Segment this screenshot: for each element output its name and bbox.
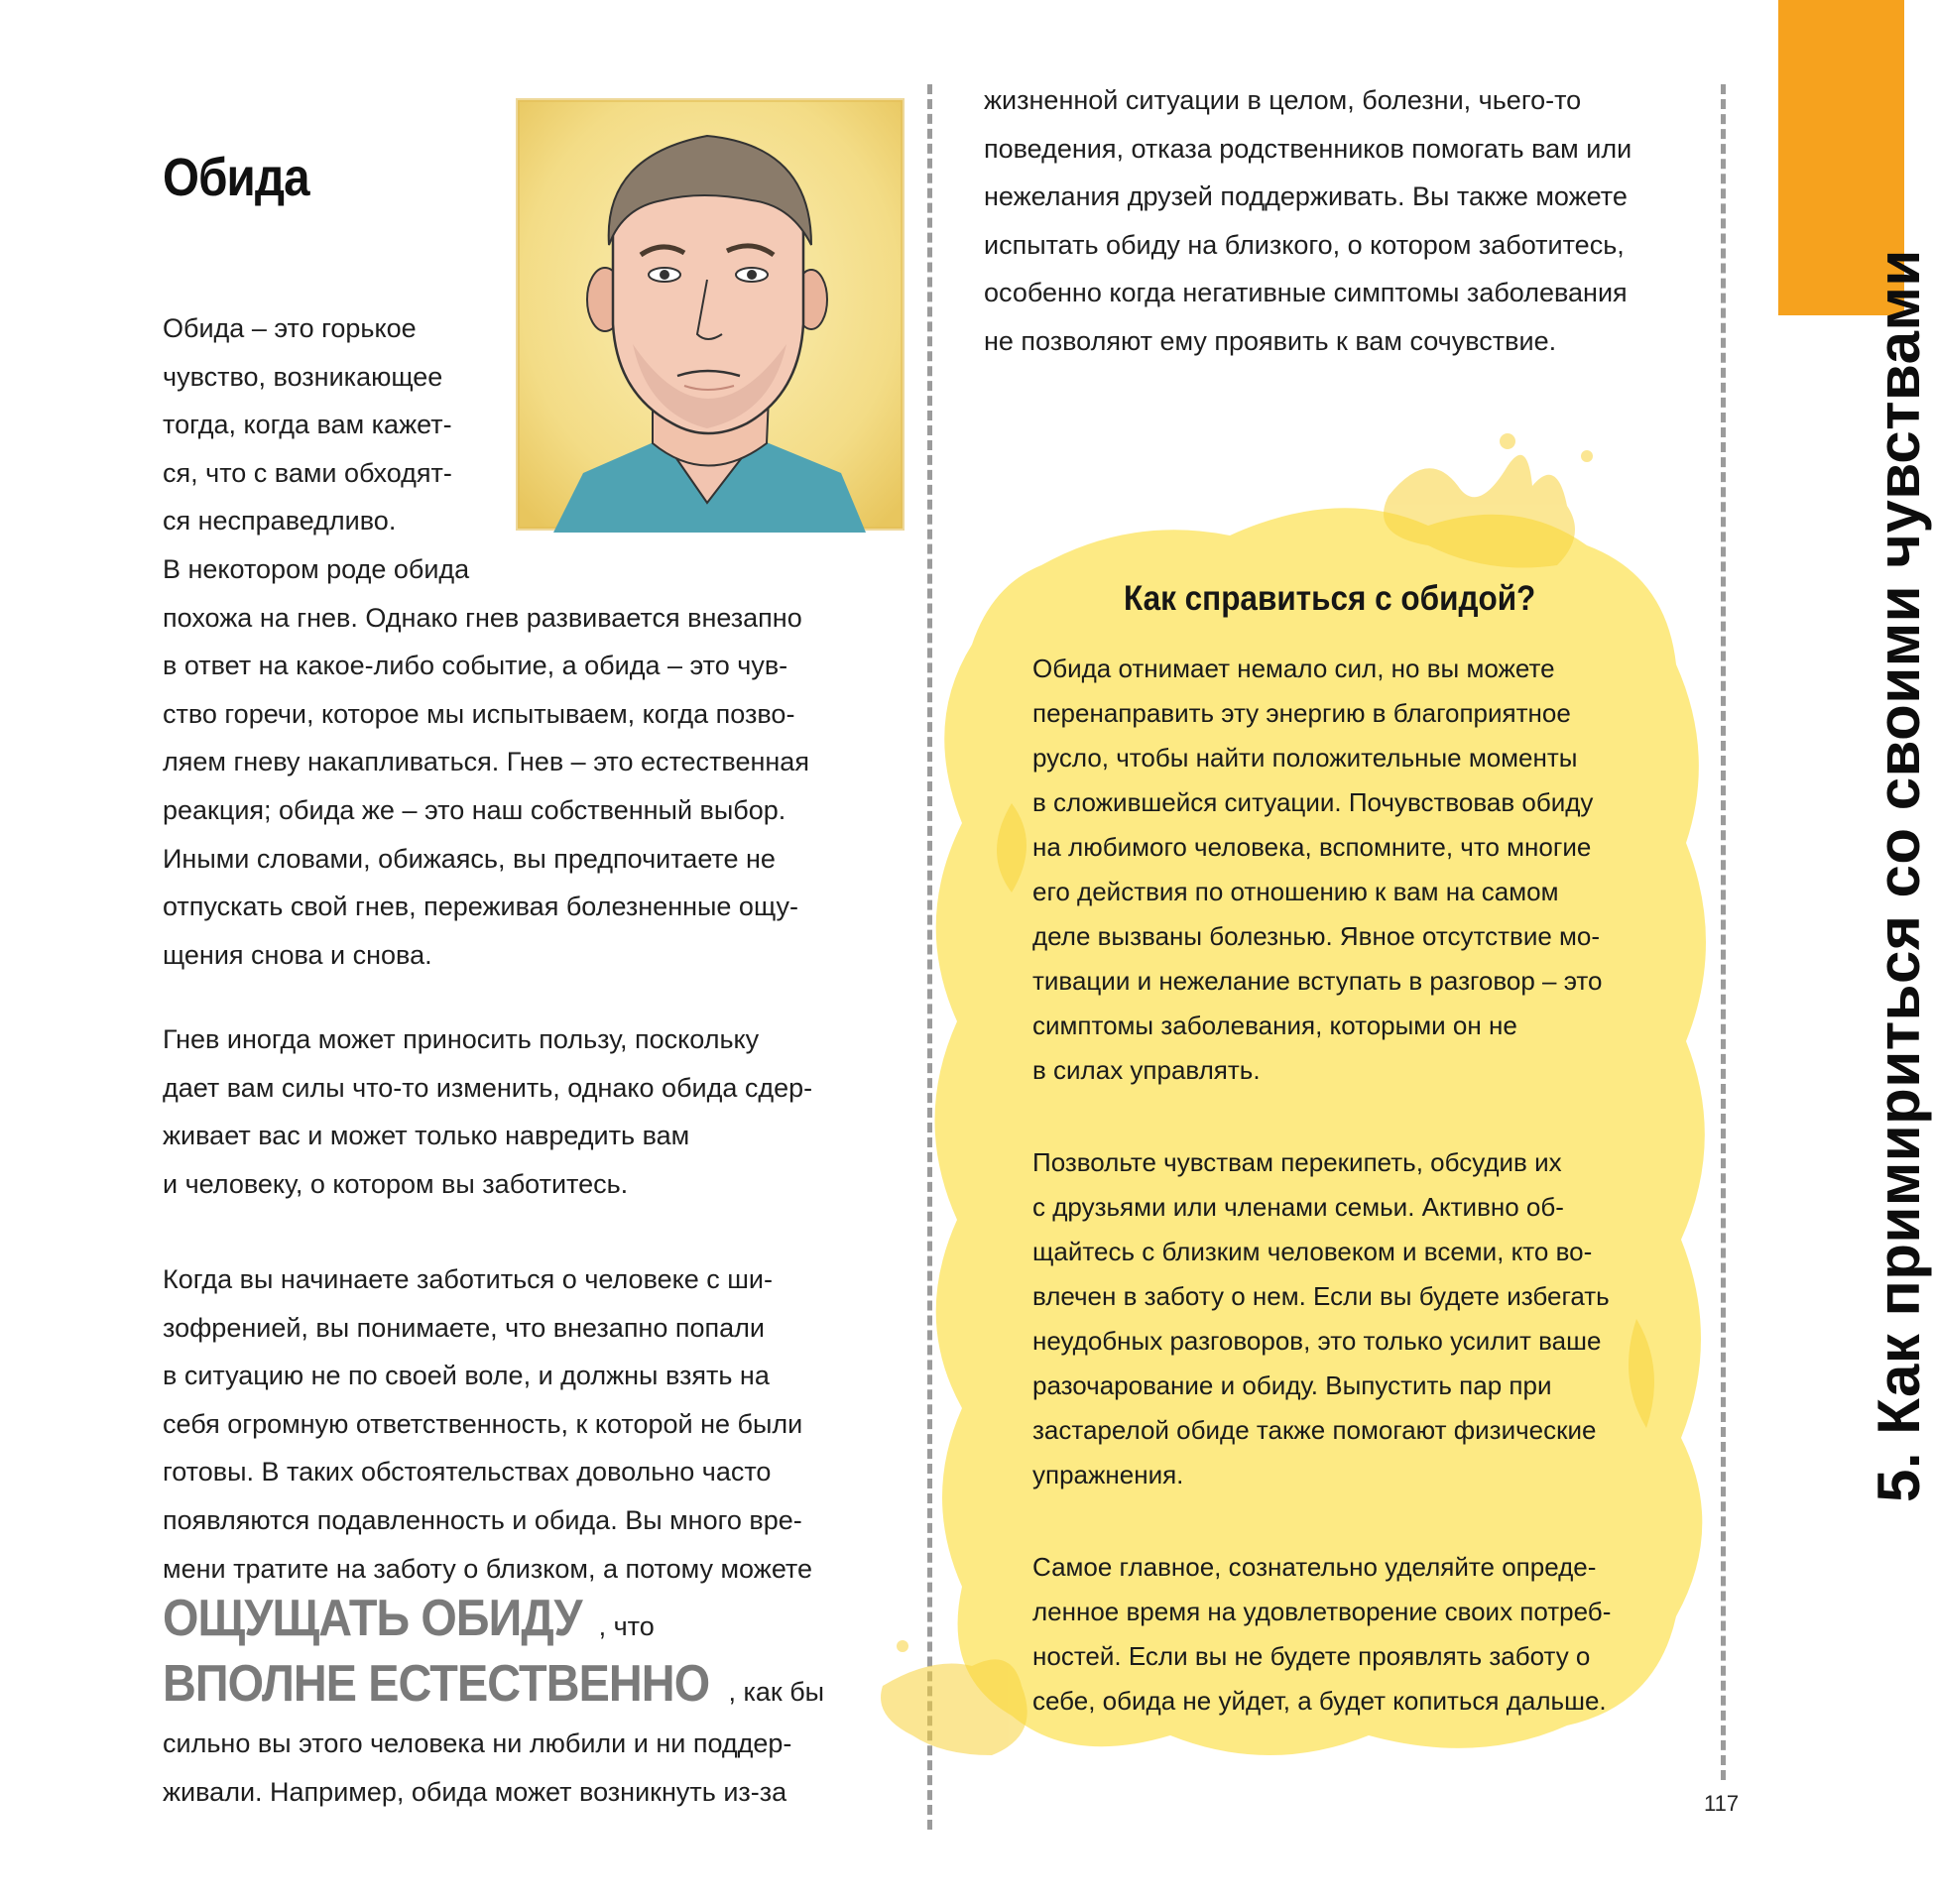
highlight-tail: , что <box>598 1611 655 1641</box>
text-line: Самое главное, сознательно уделяйте опреде- <box>1032 1552 1597 1582</box>
text-line: перенаправить эту энергию в благоприятное <box>1032 698 1571 728</box>
box-paragraph-2 <box>1032 1140 1610 1497</box>
text-line: себе, обида не уйдет, а будет копиться дальше. <box>1032 1686 1607 1716</box>
text-line: с друзьями или членами семьи. Активно об- <box>1032 1192 1564 1222</box>
text-line: влечен в заботу о нем. Если вы будете избегать <box>1032 1281 1610 1311</box>
text-line: нежелания друзей поддерживать. Вы также можете <box>984 181 1628 212</box>
text-line: в силах управлять. <box>1032 1055 1261 1085</box>
text-line: появляются подавленность и обида. Вы много вре- <box>163 1504 802 1535</box>
text-line: в сложившейся ситуации. Почувствовав обиду <box>1032 787 1594 817</box>
text-line: похожа на гнев. Однако гнев развивается внезапно <box>163 602 802 633</box>
text-line: готовы. В таких обстоятельствах довольно часто <box>163 1457 772 1488</box>
text-line: Обида отнимает немало сил, но вы можете <box>1032 654 1555 683</box>
text-line: себя огромную ответственность, к которой не были <box>163 1408 803 1439</box>
text-line: мени тратите на заботу о близком, а потому можете <box>163 1553 813 1584</box>
text-line: и человеку, о котором вы заботитесь. <box>163 1168 629 1199</box>
text-line: реакция; обида же – это наш собственный выбор. <box>163 794 786 825</box>
text-line: разочарование и обиду. Выпустить пар при <box>1032 1370 1552 1400</box>
page-title: Обида <box>163 148 309 207</box>
box-paragraph-1 <box>1032 647 1602 1093</box>
text-line: поведения, отказа родственников помогать вам или <box>984 133 1632 164</box>
highlight-phrase: ОЩУЩАТЬ ОБИДУ <box>163 1590 582 1647</box>
text-line: отпускать свой гнев, переживая болезненные ощу- <box>163 892 798 922</box>
text-line: упражнения. <box>1032 1460 1184 1489</box>
left-paragraph-3-end <box>163 1720 791 1816</box>
text-line: сильно вы этого человека ни любили и ни поддер- <box>163 1728 792 1758</box>
text-line: Обида – это горькое <box>163 313 417 343</box>
text-line: Гнев иногда может приносить пользу, поскольку <box>163 1024 760 1054</box>
text-line: испытать обиду на близкого, о котором заботитесь, <box>984 229 1625 260</box>
text-line: чувство, возникающее <box>163 361 443 392</box>
text-line: дает вам силы что-то изменить, однако обида сдер- <box>163 1072 813 1103</box>
text-line: тивации и нежелание вступать в разговор – это <box>1032 966 1603 996</box>
text-line: ностей. Если вы не будете проявлять заботу о <box>1032 1641 1591 1671</box>
text-line: ленное время на удовлетворение своих потреб- <box>1032 1597 1612 1626</box>
text-line: русло, чтобы найти положительные моменты <box>1032 743 1578 773</box>
text-line: жизненной ситуации в целом, болезни, чьего-то <box>984 85 1582 115</box>
text-line: симптомы заболевания, которыми он не <box>1032 1011 1517 1040</box>
left-paragraph-2 <box>163 1015 812 1208</box>
text-line: щения снова и снова. <box>163 939 432 970</box>
text-line: его действия по отношению к вам на самом <box>1032 877 1559 906</box>
text-line: на любимого человека, вспомните, что многие <box>1032 832 1592 862</box>
text-line: деле вызваны болезнью. Явное отсутствие мо- <box>1032 921 1601 951</box>
highlight-phrase: ВПОЛНЕ ЕСТЕСТВЕННО <box>163 1655 710 1713</box>
highlight-line-2 <box>163 1652 824 1728</box>
text-line: застарелой обиде также помогают физические <box>1032 1415 1597 1445</box>
highlight-tail: , как бы <box>728 1677 825 1707</box>
box-title: Как справиться с обидой? <box>1124 579 1536 618</box>
left-paragraph-3 <box>163 1255 812 1593</box>
text-line: щайтесь с близким человеком и всеми, кто во- <box>1032 1237 1593 1266</box>
text-line: ся, что с вами обходят- <box>163 457 452 488</box>
text-line: тогда, когда вам кажет- <box>163 410 452 440</box>
box-paragraph-3 <box>1032 1545 1611 1724</box>
text-line: живает вас и может только навредить вам <box>163 1121 690 1151</box>
text-line: Когда вы начинаете заботиться о человеке с ши- <box>163 1264 774 1294</box>
text-line: зофренией, вы понимаете, что внезапно попали <box>163 1312 765 1343</box>
right-top-paragraph <box>984 76 1631 366</box>
text-line: ся несправедливо. <box>163 506 397 536</box>
text-line: ляем гневу накапливаться. Гнев – это естественная <box>163 747 809 777</box>
text-line: живали. Например, обида может возникнуть из-за <box>163 1776 787 1807</box>
text-line: в ответ на какое-либо событие, а обида – это чув- <box>163 651 788 681</box>
text-line: неудобных разговоров, это только усилит ваше <box>1032 1326 1602 1356</box>
text-line: в ситуацию не по своей воле, и должны взять на <box>163 1361 770 1391</box>
text-line: особенно когда негативные симптомы заболевания <box>984 278 1628 308</box>
text-line: В некотором роде обида <box>163 553 470 584</box>
text-line: не позволяют ему проявить к вам сочувствие. <box>984 325 1557 356</box>
text-line: Позвольте чувствам перекипеть, обсудив их <box>1032 1147 1562 1177</box>
chapter-title-vertical: 5. Как примириться со своими чувствами <box>1866 249 1932 1502</box>
page-number: 117 <box>1704 1791 1740 1816</box>
text-line: Иными словами, обижаясь, вы предпочитаете не <box>163 843 776 874</box>
text-line: ство горечи, которое мы испытываем, когда позво- <box>163 698 795 729</box>
left-paragraph-1 <box>163 304 809 979</box>
